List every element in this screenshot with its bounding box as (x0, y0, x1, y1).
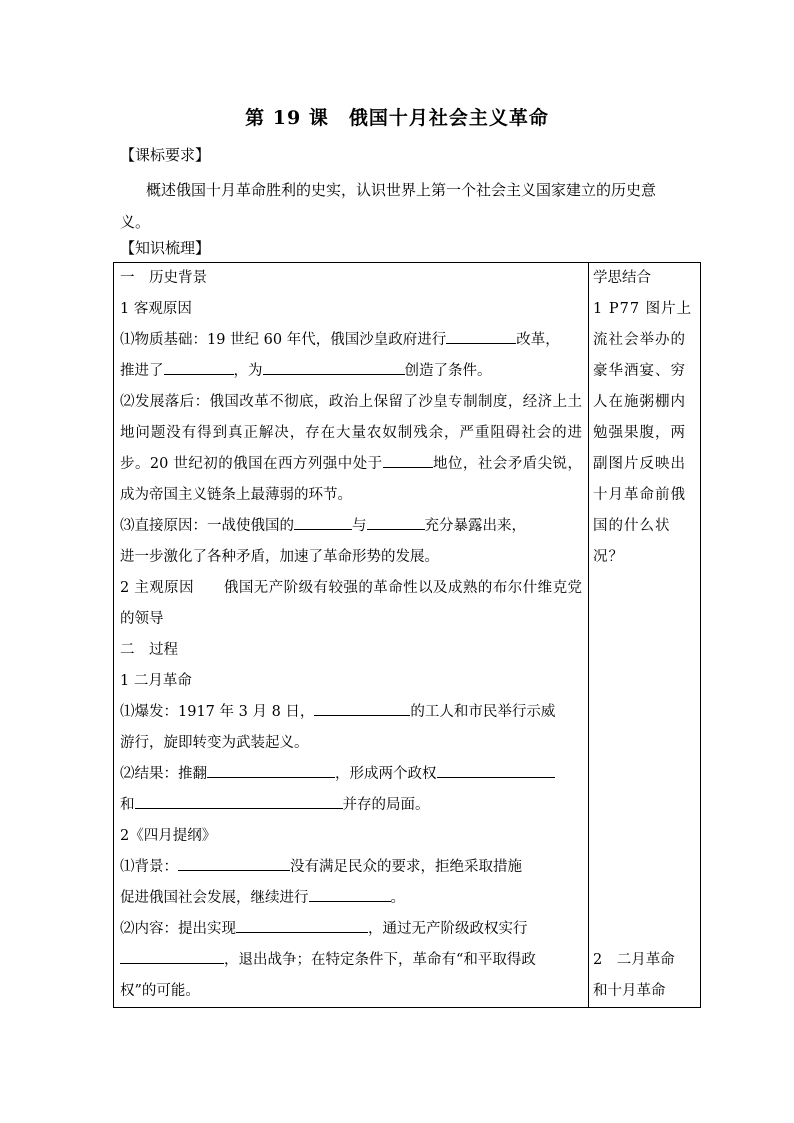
april-content-line3: 权”的可能。 (120, 983, 200, 999)
april-theses-title: 2《四月提纲》 (120, 828, 217, 844)
april-content-line2: ，退出战争；在特定条件下，革命有“和平取得政 (120, 945, 582, 976)
sidebar-question-1: 1 P77 图片上流社会举办的豪华酒宴、穷人在施粥棚内勉强果腹，两副图片反映出十月革命前俄国的什么状况？ (593, 301, 693, 565)
direct-cause-line1: ⑶直接原因：一战使俄国的 与 充分暴露出来， (120, 511, 582, 542)
blank-overthrown[interactable] (207, 759, 335, 778)
blank-transition[interactable] (236, 914, 368, 933)
requirements-heading: 【课标要求】 (120, 146, 211, 164)
blank-status[interactable] (383, 449, 433, 468)
feb-result-line1: ⑵结果：推翻 ，形成两个政权 (120, 759, 582, 790)
material-basis-line1: ⑴物质基础：19 世纪 60 年代，俄国沙皇政府进行 改革， (120, 325, 582, 356)
blank-government[interactable] (178, 852, 290, 871)
subjective-cause: 2 主观原因 俄国无产阶级有较强的革命性以及成熟的布尔什维克党的领导 (120, 580, 583, 627)
sidebar-header: 学思结合 (593, 270, 651, 286)
direct-cause-line2: 进一步激化了各种矛盾，加速了革命形势的发展。 (120, 549, 439, 565)
requirements-text: 概述俄国十月革命胜利的史实，认识世界上第一个社会主义国家建立的历史意义。 (120, 181, 657, 231)
april-background-line2: 促进俄国社会发展，继续进行 。 (120, 883, 582, 914)
blank-city[interactable] (314, 697, 410, 716)
february-revolution-title: 1 二月革命 (120, 673, 192, 689)
blank-policy[interactable] (120, 945, 224, 964)
blank-reform[interactable] (446, 325, 516, 344)
april-content-line1: ⑵内容：提出实现 ，通过无产阶级政权实行 (120, 914, 582, 945)
blank-promoted[interactable] (164, 356, 234, 375)
knowledge-table (113, 262, 701, 1008)
blank-exposed-2[interactable] (367, 511, 425, 530)
april-background-line1: ⑴背景： 没有满足民众的要求，拒绝采取措施 (120, 852, 582, 883)
section-process-title: 二 过程 (120, 642, 178, 658)
material-basis-line2: 推进了 ，为 创造了条件。 (120, 356, 582, 387)
feb-outbreak-line2: 游行，旋即转变为武装起义。 (120, 735, 309, 751)
blank-war[interactable] (309, 883, 391, 902)
blank-regime-1[interactable] (437, 759, 555, 778)
knowledge-heading: 【知识梳理】 (120, 239, 211, 257)
blank-exposed-1[interactable] (294, 511, 352, 530)
objective-causes-title: 1 客观原因 (120, 301, 192, 317)
feb-result-line2: 和 并存的局面。 (120, 790, 582, 821)
knowledge-content-cell (114, 263, 589, 1008)
blank-regime-2[interactable] (135, 790, 343, 809)
feb-outbreak-line1: ⑴爆发：1917 年 3 月 8 日， 的工人和市民举行示威 (120, 697, 582, 728)
section-background-title: 一 历史背景 (120, 270, 207, 286)
page-title: 第 19 课 俄国十月社会主义革命 (245, 107, 549, 129)
blank-conditions[interactable] (263, 356, 405, 375)
backward-development-paragraph: ⑵发展落后：俄国改革不彻底，政治上保留了沙皇专制制度，经济上土地问题没有得到真正解决，存在大量农奴制残余，严重阻碍社会的进步。20 世纪初的俄国在西方列强中处于 地位，社会矛盾尖锐，成为帝国主义链条上最薄弱的环节。 (120, 394, 582, 503)
sidebar-cell (589, 263, 701, 1008)
sidebar-question-2: 2 二月革命 和十月革命 (593, 952, 675, 999)
